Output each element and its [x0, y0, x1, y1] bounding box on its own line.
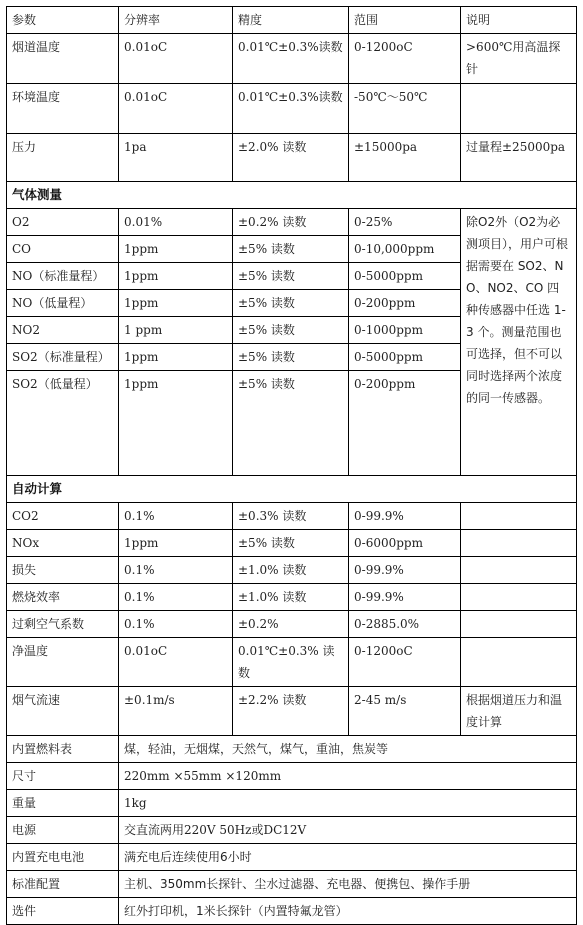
cell: 0-200ppm — [349, 371, 461, 476]
cell: ±5% 读数 — [233, 263, 349, 290]
param-cell: O2 — [7, 209, 119, 236]
table-row — [7, 898, 577, 925]
header-cell: 分辨率 — [119, 7, 233, 34]
cell: 1ppm — [119, 371, 233, 476]
cell: 0.1% — [119, 611, 233, 638]
cell: 根据烟道压力和温度计算 — [461, 687, 577, 736]
param-cell: 烟道温度 — [7, 34, 119, 84]
cell: ±5% 读数 — [233, 371, 349, 476]
cell — [461, 557, 577, 584]
section-row — [7, 476, 577, 503]
param-cell: NO（标准量程） — [7, 263, 119, 290]
param-cell: 过剩空气系数 — [7, 611, 119, 638]
cell: ±2.2% 读数 — [233, 687, 349, 736]
cell — [461, 503, 577, 530]
param-cell: SO2（低量程） — [7, 371, 119, 476]
table-row — [7, 530, 577, 557]
param-cell: 标准配置 — [7, 871, 119, 898]
cell: 过量程±25000pa — [461, 134, 577, 182]
param-cell: CO2 — [7, 503, 119, 530]
table-row — [7, 134, 577, 182]
param-cell: 尺寸 — [7, 763, 119, 790]
cell: 0.01oC — [119, 84, 233, 134]
cell: 煤，轻油，无烟煤，天然气，煤气，重油，焦炭等 — [119, 736, 577, 763]
cell — [461, 638, 577, 687]
table-row — [7, 687, 577, 736]
cell: 1ppm — [119, 344, 233, 371]
cell: 0.01oC — [119, 638, 233, 687]
param-cell: 电源 — [7, 817, 119, 844]
param-cell: 损失 — [7, 557, 119, 584]
header-cell: 说明 — [461, 7, 577, 34]
cell: 0.01oC — [119, 34, 233, 84]
param-cell: SO2（标准量程） — [7, 344, 119, 371]
cell: 0-6000ppm — [349, 530, 461, 557]
cell: ±5% 读数 — [233, 236, 349, 263]
cell: ±0.2% 读数 — [233, 209, 349, 236]
table-row — [7, 557, 577, 584]
cell: ±5% 读数 — [233, 290, 349, 317]
param-cell: 压力 — [7, 134, 119, 182]
param-cell: 内置充电电池 — [7, 844, 119, 871]
cell: 0.01% — [119, 209, 233, 236]
cell: ±0.3% 读数 — [233, 503, 349, 530]
cell: >600℃用高温探针 — [461, 34, 577, 84]
table-row — [7, 790, 577, 817]
cell: 220mm ×55mm ×120mm — [119, 763, 577, 790]
cell: ±15000pa — [349, 134, 461, 182]
cell: 0-5000ppm — [349, 263, 461, 290]
cell: 1ppm — [119, 236, 233, 263]
cell: 1ppm — [119, 290, 233, 317]
cell: 0.1% — [119, 557, 233, 584]
table-row — [7, 34, 577, 84]
cell — [461, 584, 577, 611]
table-row — [7, 844, 577, 871]
param-cell: NOx — [7, 530, 119, 557]
cell: 0-200ppm — [349, 290, 461, 317]
table-row — [7, 817, 577, 844]
cell: 0.01℃±0.3% 读数 — [233, 638, 349, 687]
param-cell: 净温度 — [7, 638, 119, 687]
cell: 0-5000ppm — [349, 344, 461, 371]
table-row — [7, 584, 577, 611]
header-cell: 参数 — [7, 7, 119, 34]
header-row — [7, 7, 577, 34]
cell: 0.1% — [119, 584, 233, 611]
cell: 0-1200oC — [349, 638, 461, 687]
cell: 0-1200oC — [349, 34, 461, 84]
table-row — [7, 611, 577, 638]
section-row — [7, 182, 577, 209]
param-cell: NO2 — [7, 317, 119, 344]
param-cell: 内置燃料表 — [7, 736, 119, 763]
param-cell: CO — [7, 236, 119, 263]
cell: 0-99.9% — [349, 557, 461, 584]
cell: 0-10,000ppm — [349, 236, 461, 263]
param-cell: 环境温度 — [7, 84, 119, 134]
table-row — [7, 871, 577, 898]
cell: ±1.0% 读数 — [233, 557, 349, 584]
cell: ±2.0% 读数 — [233, 134, 349, 182]
cell: 0-2885.0% — [349, 611, 461, 638]
cell — [461, 84, 577, 134]
cell: ±1.0% 读数 — [233, 584, 349, 611]
param-cell: 选件 — [7, 898, 119, 925]
cell: ±5% 读数 — [233, 344, 349, 371]
cell: 满充电后连续使用6小时 — [119, 844, 577, 871]
cell: 主机、350mm长探针、尘水过滤器、充电器、便携包、操作手册 — [119, 871, 577, 898]
param-cell: NO（低量程） — [7, 290, 119, 317]
header-cell: 精度 — [233, 7, 349, 34]
param-cell: 重量 — [7, 790, 119, 817]
table-row — [7, 503, 577, 530]
table-row — [7, 736, 577, 763]
cell: 0-25% — [349, 209, 461, 236]
table-row — [7, 763, 577, 790]
cell: ±0.1m/s — [119, 687, 233, 736]
header-cell: 范围 — [349, 7, 461, 34]
cell: 交直流两用220V 50Hz或DC12V — [119, 817, 577, 844]
cell — [461, 530, 577, 557]
cell: ±0.2% — [233, 611, 349, 638]
cell: ±5% 读数 — [233, 530, 349, 557]
cell: 1ppm — [119, 530, 233, 557]
cell: 0-99.9% — [349, 503, 461, 530]
cell: 1ppm — [119, 263, 233, 290]
cell: 0-1000ppm — [349, 317, 461, 344]
section-title: 自动计算 — [7, 476, 577, 503]
cell: 0.01℃±0.3%读数 — [233, 34, 349, 84]
cell: 0.1% — [119, 503, 233, 530]
cell — [461, 611, 577, 638]
spec-table — [6, 6, 577, 925]
cell: 红外打印机，1米长探针（内置特氟龙管） — [119, 898, 577, 925]
gas-note: 除O2外（O2为必测项目），用户可根据需要在 SO2、NO、NO2、CO 四种传感器中任选 1-3 个。测量范围也可选择，但不可以同时选择两个浓度的同一传感器。 — [461, 209, 577, 476]
cell: ±5% 读数 — [233, 317, 349, 344]
section-title: 气体测量 — [7, 182, 577, 209]
cell: 1kg — [119, 790, 577, 817]
cell: 1 ppm — [119, 317, 233, 344]
cell: 0.01℃±0.3%读数 — [233, 84, 349, 134]
cell: 0-99.9% — [349, 584, 461, 611]
table-row — [7, 638, 577, 687]
cell: 2-45 m/s — [349, 687, 461, 736]
table-row — [7, 84, 577, 134]
cell: 1pa — [119, 134, 233, 182]
table-row — [7, 209, 577, 236]
param-cell: 燃烧效率 — [7, 584, 119, 611]
cell: -50℃～50℃ — [349, 84, 461, 134]
param-cell: 烟气流速 — [7, 687, 119, 736]
